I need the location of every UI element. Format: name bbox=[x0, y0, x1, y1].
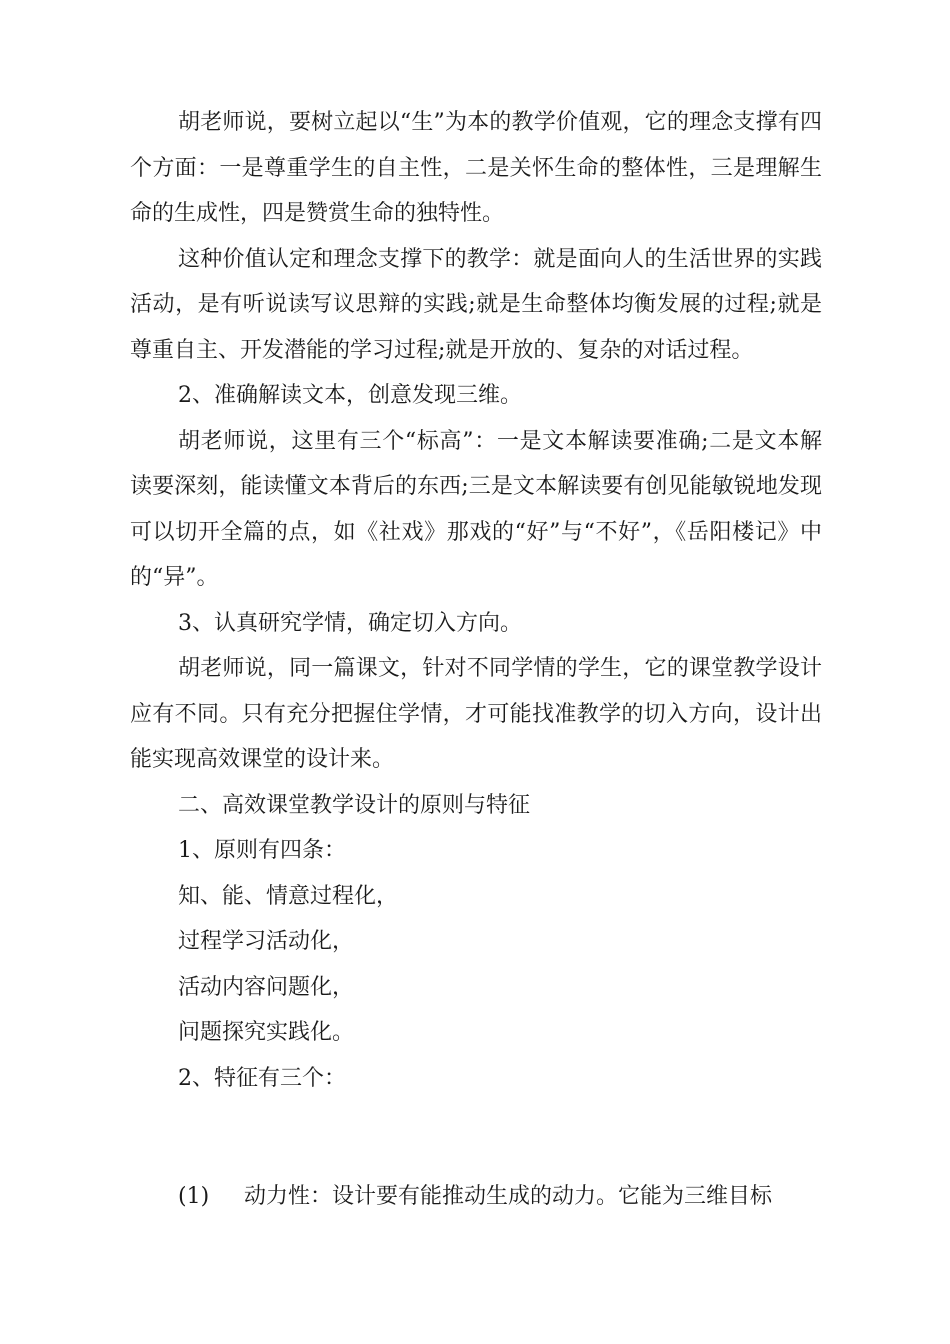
heading-three-features: 2、特征有三个： bbox=[178, 1065, 346, 1091]
principle-item: 过程学习活动化， bbox=[178, 929, 355, 954]
heading-study-learners: 3、认真研究学情，确定切入方向。 bbox=[178, 610, 522, 636]
heading-four-principles: 1、原则有四条： bbox=[178, 838, 346, 863]
principle-item: 问题探究实践化。 bbox=[178, 1020, 355, 1045]
principle-item: 活动内容问题化， bbox=[178, 974, 355, 1000]
principle-item: 知、能、情意过程化， bbox=[178, 883, 399, 909]
paragraph-learner-situation: 胡老师说，同一篇课文，针对不同学情的学生，它的课堂教学设计应有不同。只有充分把握住学情，才可能找准教学的切入方向，设计出能实现高效课堂的设计来。 bbox=[130, 656, 822, 772]
feature-item-text: 动力性：设计要有能推动生成的动力。它能为三维目标 bbox=[244, 1184, 773, 1209]
feature-item-number: (1) bbox=[178, 1184, 210, 1209]
paragraph-value-concept: 胡老师说，要树立起以“生”为本的教学价值观，它的理念支撑有四个方面：一是尊重学生的自主性，二是关怀生命的整体性，三是理解生命的生成性，四是赞赏生命的独特性。 bbox=[130, 110, 822, 226]
feature-item-dynamic bbox=[178, 1174, 772, 1220]
paragraph-three-benchmarks: 胡老师说，这里有三个“标高”：一是文本解读要准确;二是文本解读要深刻，能读懂文本背后的东西;三是文本解读要有创见能敏锐地发现可以切开全篇的点，如《社戏》那戏的“好”与“不好”，《岳阳楼记》中的“异”。 bbox=[130, 428, 822, 590]
heading-text-interpretation: 2、准确解读文本，创意发现三维。 bbox=[178, 383, 522, 408]
document-body bbox=[130, 100, 822, 1101]
paragraph-teaching-definition: 这种价值认定和理念支撑下的教学：就是面向人的生活世界的实践活动，是有听说读写议思辩的实践;就是生命整体均衡发展的过程;就是尊重自主、开发潜能的学习过程;就是开放的、复杂的对话过程。 bbox=[130, 246, 822, 363]
section-heading-principles-features: 二、高效课堂教学设计的原则与特征 bbox=[178, 792, 531, 818]
